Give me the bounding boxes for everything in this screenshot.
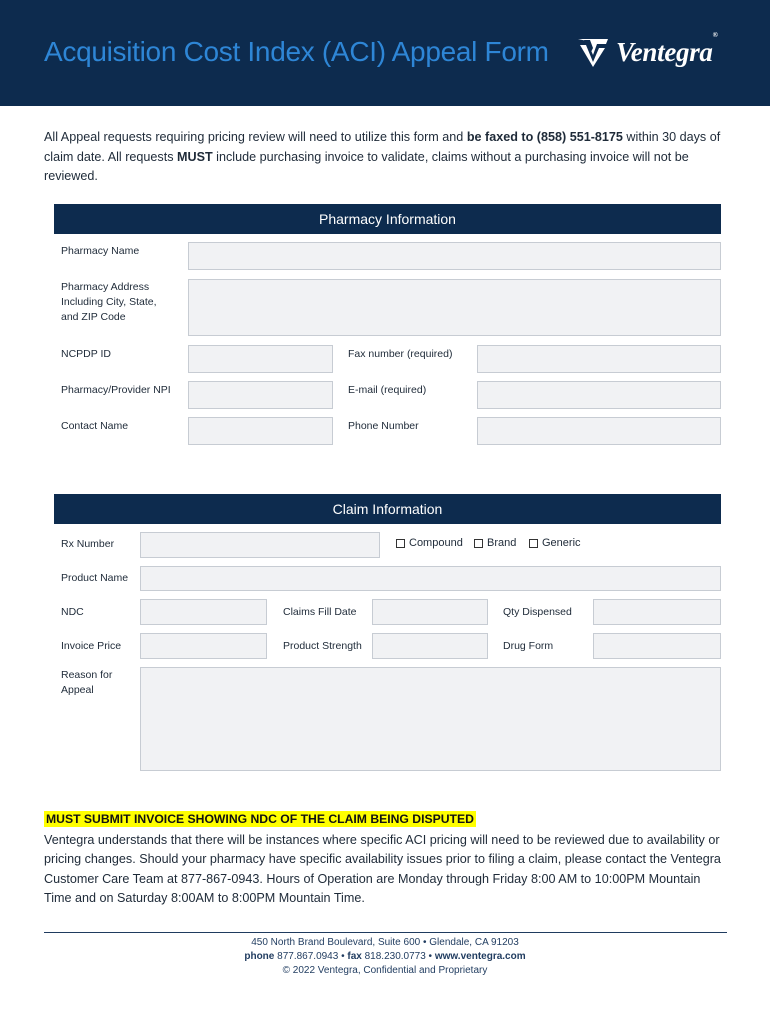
compound-checkbox[interactable] — [396, 537, 463, 549]
brand-checkbox[interactable] — [474, 537, 516, 549]
qty-dispensed-label: Qty Dispensed — [503, 606, 572, 618]
reason-for-appeal-label: Reason for Appeal — [61, 669, 113, 696]
pharmacy-section-header: Pharmacy Information — [54, 204, 721, 234]
ncpdp-id-label: NCPDP ID — [61, 348, 111, 360]
fax-label: fax — [347, 951, 362, 962]
ncpdp-id-field[interactable] — [188, 345, 333, 373]
phone-number-label: Phone Number — [348, 420, 419, 432]
product-strength-field[interactable] — [372, 633, 488, 659]
qty-dispensed-field[interactable] — [593, 599, 721, 625]
product-strength-label: Product Strength — [283, 640, 362, 652]
phone-label: phone — [244, 951, 275, 962]
logo-text: Ventegra® — [616, 30, 718, 67]
ndc-label: NDC — [61, 606, 84, 618]
ndc-field[interactable] — [140, 599, 267, 625]
footer-copyright: © 2022 Ventegra, Confidential and Proprietary — [282, 965, 488, 976]
fax-number-label: Fax number (required) — [348, 348, 453, 360]
provider-npi-field[interactable] — [188, 381, 333, 409]
ventegra-logo — [576, 30, 718, 71]
rx-number-field[interactable] — [140, 532, 380, 558]
claims-fill-date-label: Claims Fill Date — [283, 606, 357, 618]
invoice-price-label: Invoice Price — [61, 640, 122, 652]
reason-for-appeal-field[interactable] — [140, 667, 721, 771]
product-name-label: Product Name — [61, 572, 129, 584]
claims-fill-date-field[interactable] — [372, 599, 488, 625]
brand-checkbox-box[interactable] — [474, 539, 483, 548]
ventegra-v-icon — [576, 35, 610, 69]
generic-checkbox-label: Generic — [542, 537, 581, 549]
footer-contact — [0, 950, 770, 964]
contact-name-label: Contact Name — [61, 420, 129, 432]
email-label: E-mail (required) — [348, 384, 427, 396]
rx-number-label: Rx Number — [61, 538, 115, 550]
pharmacy-name-field[interactable] — [188, 242, 721, 270]
intro-paragraph: All Appeal requests requiring pricing review will need to utilize this form and be faxed to (858) 551-8175 within 30 days of claim date. All requests MUST include purchasing invoice to validate, claims without a purchasing invoice will not be reviewed. — [44, 130, 721, 183]
contact-name-field[interactable] — [188, 417, 333, 445]
drug-form-label: Drug Form — [503, 640, 554, 652]
claim-section-header: Claim Information — [54, 494, 721, 524]
email-field[interactable] — [477, 381, 721, 409]
product-name-field[interactable] — [140, 566, 721, 591]
phone-number: 877.867.0943 • — [274, 951, 348, 962]
invoice-price-field[interactable] — [140, 633, 267, 659]
compound-checkbox-label: Compound — [409, 537, 463, 549]
generic-checkbox-box[interactable] — [529, 539, 538, 548]
page-header — [0, 0, 770, 106]
invoice-notice-heading: MUST SUBMIT INVOICE SHOWING NDC OF THE CLAIM BEING DISPUTED — [46, 812, 474, 826]
drug-form-field[interactable] — [593, 633, 721, 659]
phone-number-field[interactable] — [477, 417, 721, 445]
brand-checkbox-label: Brand — [487, 537, 517, 549]
pharmacy-address-label: Pharmacy Address Including City, State, and ZIP Code — [61, 281, 157, 323]
fax-number-field[interactable] — [477, 345, 721, 373]
footer-address: 450 North Brand Boulevard, Suite 600 • Glendale, CA 91203 — [251, 937, 519, 948]
generic-checkbox[interactable] — [529, 537, 581, 549]
website-link[interactable]: www.ventegra.com — [434, 951, 526, 962]
fax-number: 818.230.0773 • — [361, 951, 435, 962]
compound-checkbox-box[interactable] — [396, 539, 405, 548]
footer-divider — [44, 932, 727, 933]
pharmacy-address-field[interactable] — [188, 279, 721, 336]
notice-body: Ventegra understands that there will be instances where specific ACI pricing will need to be reviewed due to availability or pricing changes. Should your pharmacy have specific availability issues prior to filing a claim, please contact the Ventegra Customer Care Team at 877-867-0943. Hours of Operation are Monday through Friday 8:00 AM to 10:00PM Mountain Time and on Saturday 8:00AM to 8:00PM Mountain Time. — [44, 833, 721, 906]
pharmacy-name-label: Pharmacy Name — [61, 245, 140, 257]
provider-npi-label: Pharmacy/Provider NPI — [61, 384, 171, 396]
form-title: Acquisition Cost Index (ACI) Appeal Form — [44, 36, 549, 67]
